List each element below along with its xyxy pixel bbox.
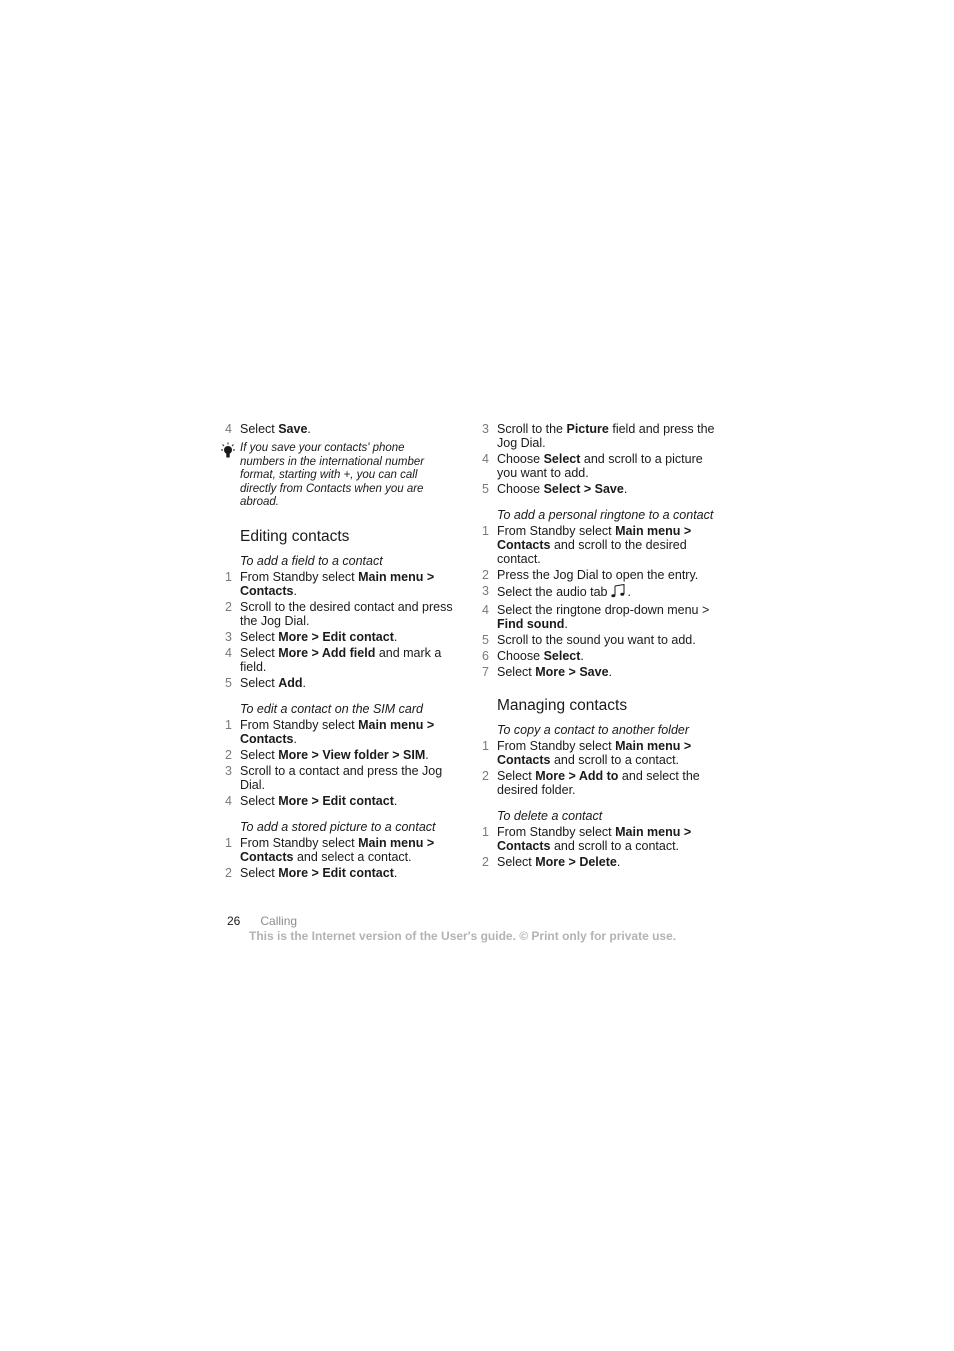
step: 3 Select More > Edit contact. <box>225 629 398 644</box>
step: 1 From Standby select Main menu > Contacts and scroll to a contact. <box>482 739 692 767</box>
music-note-icon <box>610 584 626 601</box>
step: 4 Select More > Add field and mark a field. <box>225 645 442 674</box>
step-number: 4 <box>225 422 232 436</box>
step: 1 From Standby select Main menu > Contacts. <box>225 569 435 598</box>
tip-text: If you save your contacts' phone numbers in the international number format, starting with +, you can call directly from Contacts when you are abroad. <box>240 442 425 509</box>
step: 2 Select More > Edit contact. <box>225 865 398 880</box>
step: 7 Select More > Save. <box>482 665 613 679</box>
step: 4 Choose Select and scroll to a picture you want to add. <box>482 452 703 480</box>
step: 3 Select the audio tab . <box>482 584 722 601</box>
heading-editing-contacts: Editing contacts <box>240 527 350 545</box>
step: 4 Select the ringtone drop-down menu > Find sound. <box>482 603 710 631</box>
left-column <box>225 422 465 882</box>
step: 1 From Standby select Main menu > Contacts. <box>225 717 435 746</box>
heading-managing-contacts: Managing contacts <box>497 697 628 714</box>
step: 1 From Standby select Main menu > Contacts and scroll to a contact. <box>482 825 692 853</box>
lightbulb-tip-icon <box>219 442 240 510</box>
step: 2 Select More > View folder > SIM. <box>225 747 429 762</box>
section-name: Calling <box>260 914 298 928</box>
procedure-title: To add a personal ringtone to a contact <box>497 508 714 522</box>
page-number: 26 <box>227 914 241 928</box>
procedure-title: To copy a contact to another folder <box>497 723 690 737</box>
page-footer <box>227 914 297 928</box>
step: 4 Select More > Edit contact. <box>225 793 398 808</box>
step: 5 Select Add. <box>225 675 307 690</box>
step: 2 Select More > Delete. <box>482 855 621 869</box>
step: 3 Scroll to the Picture field and press the Jog Dial. <box>482 422 715 450</box>
tip-box <box>219 442 465 510</box>
step: 2 Scroll to the desired contact and press the Jog Dial. <box>225 599 453 628</box>
step: 5 Choose Select > Save. <box>482 482 628 496</box>
step: 3 Scroll to a contact and press the Jog Dial. <box>225 763 443 792</box>
right-column <box>482 422 722 871</box>
step: 1 From Standby select Main menu > Contacts and select a contact. <box>225 835 435 864</box>
procedure-title: To add a stored picture to a contact <box>240 819 436 834</box>
procedure-title: To add a field to a contact <box>240 553 383 568</box>
step: 2 Select More > Add to and select the desired folder. <box>482 769 700 797</box>
disclaimer: This is the Internet version of the User's guide. © Print only for private use. <box>249 929 677 943</box>
step: 6 Choose Select. <box>482 649 584 663</box>
procedure-title: To delete a contact <box>497 809 603 823</box>
step: 2 Press the Jog Dial to open the entry. <box>482 568 699 582</box>
step: 5 Scroll to the sound you want to add. <box>482 633 696 647</box>
procedure-title: To edit a contact on the SIM card <box>240 701 423 716</box>
step: 1 From Standby select Main menu > Contacts and scroll to the desired contact. <box>482 524 692 566</box>
step-save: 4 Select Save. <box>225 422 311 436</box>
